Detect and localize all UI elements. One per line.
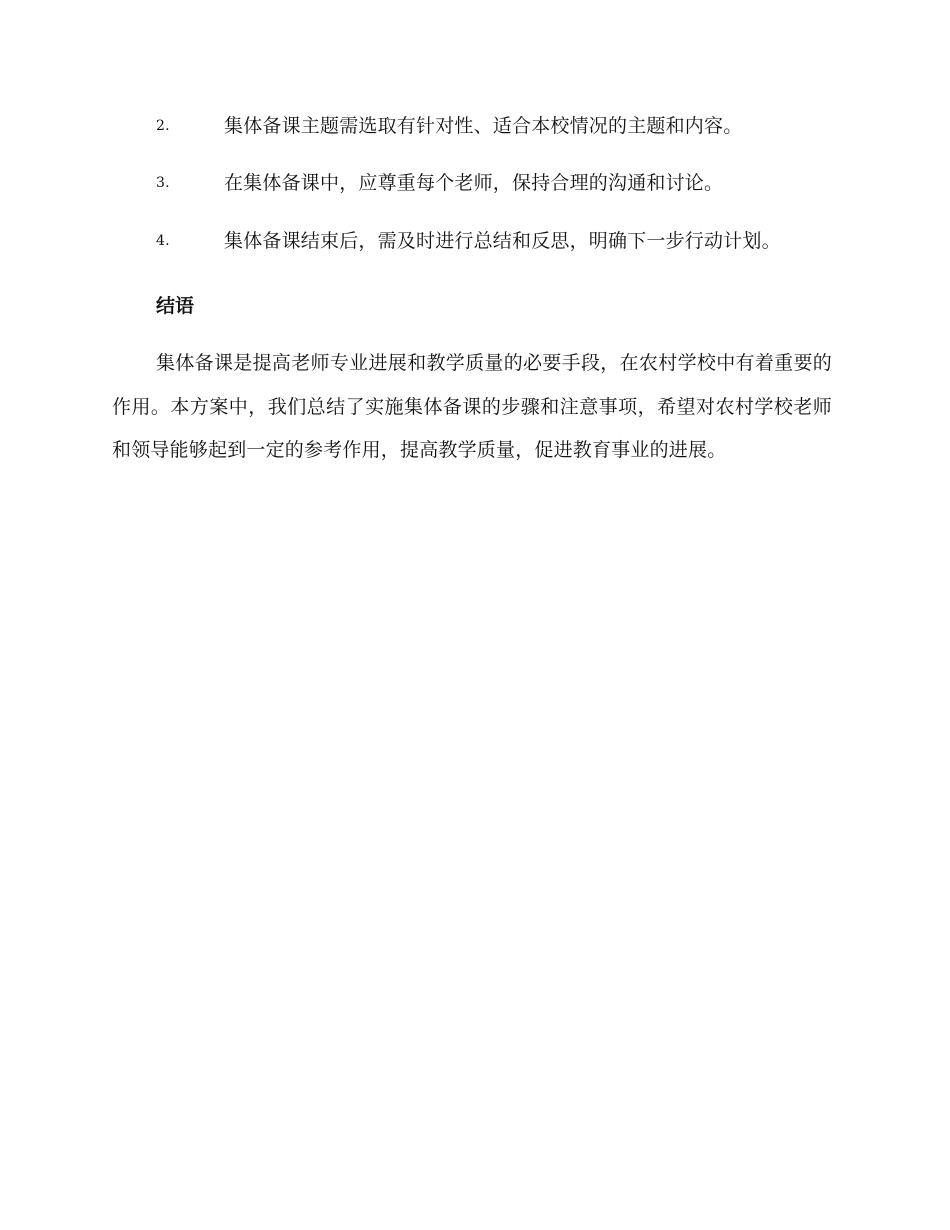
- list-item-text: 集体备课结束后，需及时进行总结和反思，明确下一步行动计划。: [224, 230, 781, 252]
- document-body: [112, 112, 832, 473]
- list-item: [112, 112, 832, 141]
- list-item-text: 在集体备课中，应尊重每个老师，保持合理的沟通和讨论。: [224, 172, 724, 194]
- list-item-text: 集体备课主题需选取有针对性、适合本校情况的主题和内容。: [224, 115, 743, 137]
- list-item-number: 2.: [156, 118, 170, 134]
- conclusion-heading: 结语: [156, 295, 195, 317]
- list-item-number: 4.: [156, 233, 170, 249]
- list-item: [112, 169, 832, 198]
- conclusion-paragraph: 集体备课是提高老师专业进展和教学质量的必要手段，在农村学校中有着重要的作用。本方案中，我们总结了实施集体备课的步骤和注意事项，希望对农村学校老师和领导能够起到一定的参考作用，提高教学质量，促进教育事业的进展。: [112, 352, 832, 461]
- list-item-number: 3.: [156, 175, 170, 191]
- list-item: [112, 218, 832, 264]
